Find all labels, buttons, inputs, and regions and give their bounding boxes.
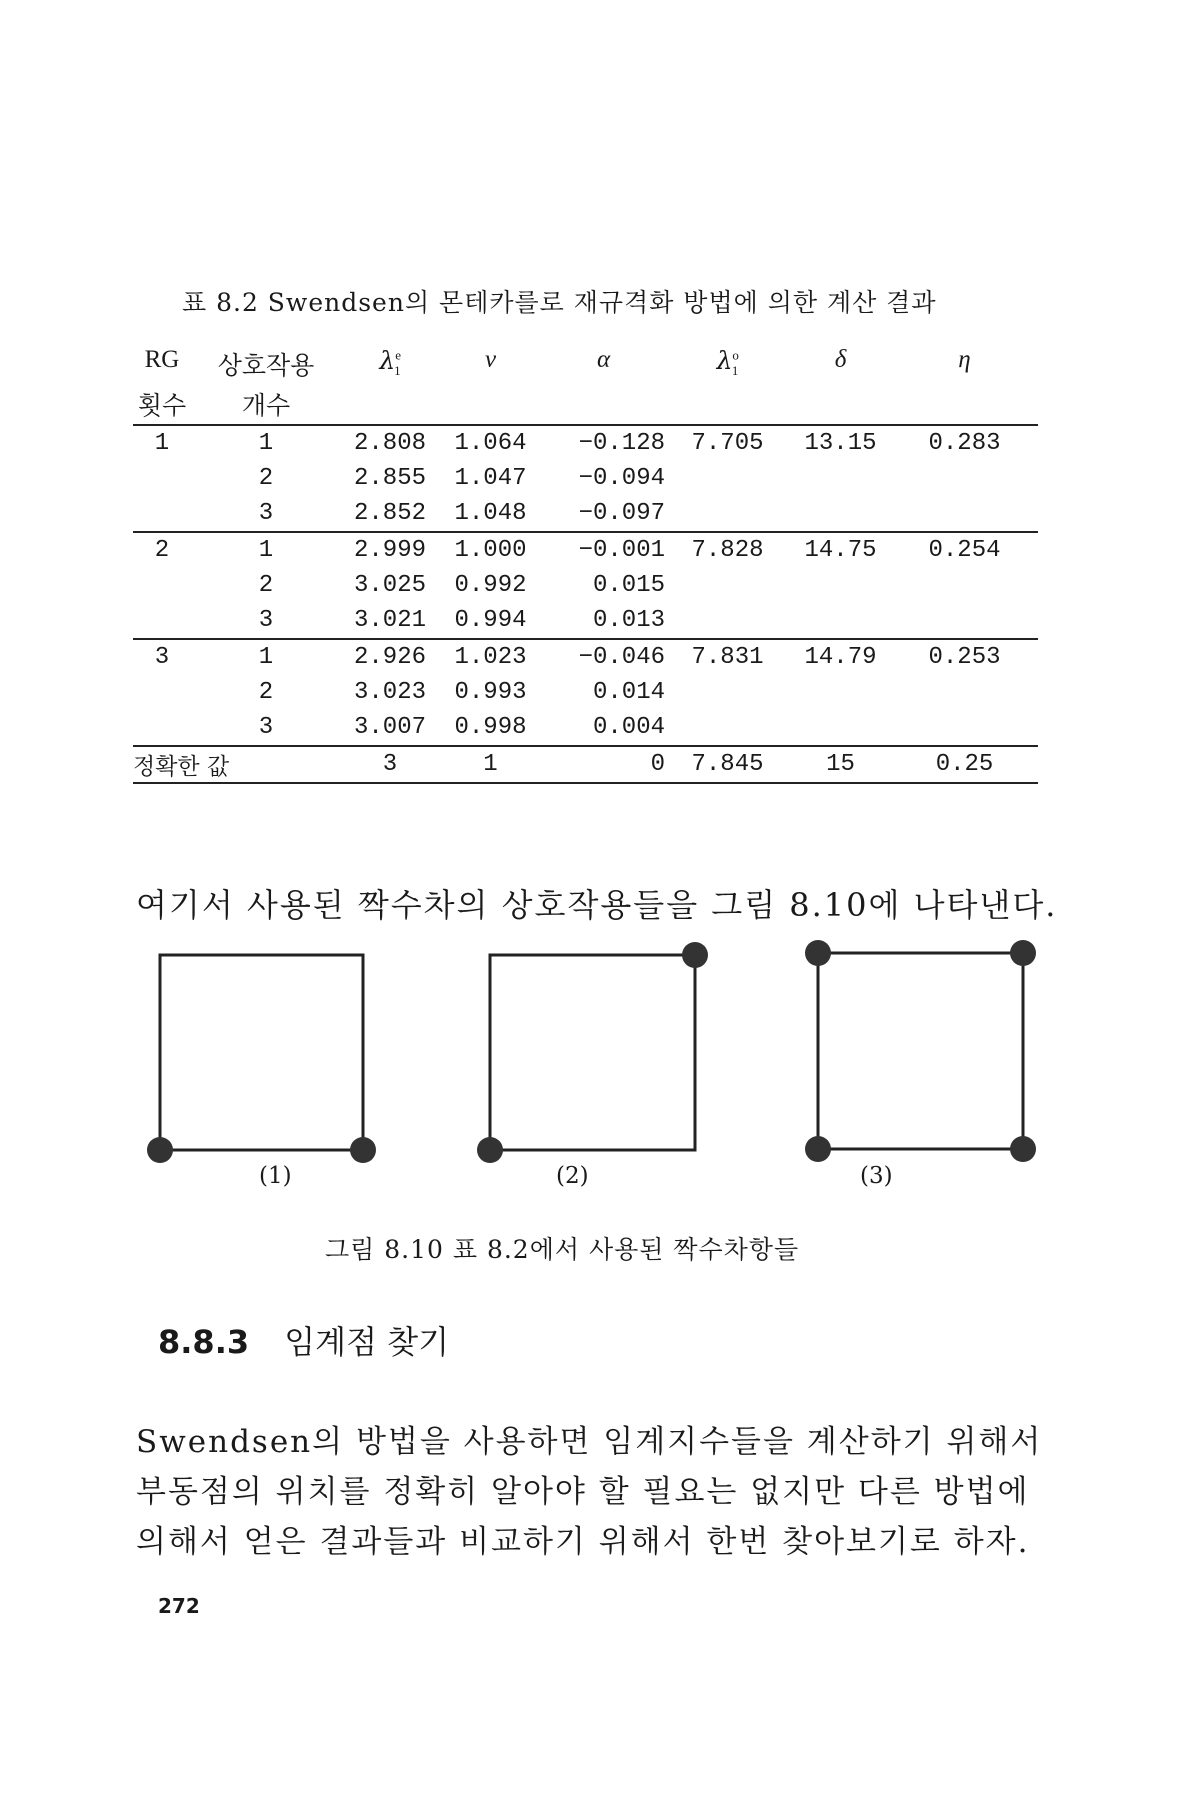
rg-cell: 3 bbox=[154, 644, 170, 671]
spin-dot bbox=[1010, 940, 1036, 966]
paragraph-line: Swendsen의 방법을 사용하면 임계지수들을 계산하기 위해서 bbox=[136, 1424, 1043, 1460]
alpha-cell: −0.097 bbox=[578, 500, 665, 527]
rg-cell: 1 bbox=[154, 430, 170, 457]
panel-label-1: (1) bbox=[259, 1163, 292, 1189]
table-row-exact bbox=[133, 746, 1038, 783]
header-rg: RG bbox=[144, 346, 180, 373]
nu-cell: 1.000 bbox=[454, 537, 527, 564]
figure-caption: 그림 8.10 표 8.2에서 사용된 짝수차항들 bbox=[325, 1235, 800, 1264]
count-cell: 2 bbox=[258, 465, 274, 492]
lambda-even-cell: 2.999 bbox=[353, 537, 426, 564]
count-cell: 1 bbox=[258, 430, 274, 457]
alpha-cell: 0.013 bbox=[592, 607, 665, 634]
lambda-even-cell: 3.007 bbox=[353, 714, 426, 741]
table-row bbox=[133, 461, 1038, 496]
panel-label-2: (2) bbox=[556, 1163, 589, 1189]
eta-cell: 0.283 bbox=[928, 430, 1001, 457]
lambda-odd-cell: 7.705 bbox=[691, 430, 764, 457]
count-cell: 3 bbox=[258, 714, 274, 741]
count-cell: 3 bbox=[258, 500, 274, 527]
table-row bbox=[133, 496, 1038, 532]
section-heading bbox=[158, 1317, 449, 1363]
count-cell: 3 bbox=[258, 607, 274, 634]
alpha-cell: −0.094 bbox=[578, 465, 665, 492]
header-lambda-even: $\lambda^e_1$ bbox=[379, 346, 402, 378]
count-cell: 1 bbox=[258, 537, 274, 564]
nu-cell: 0.994 bbox=[454, 607, 527, 634]
header-rg-line2: 횟수 bbox=[137, 393, 187, 420]
plaquette-1 bbox=[147, 955, 376, 1163]
eta-cell: 0.253 bbox=[928, 644, 1001, 671]
page-number: 272 bbox=[158, 1594, 200, 1618]
table-row bbox=[133, 710, 1038, 746]
paragraph-line: 의해서 얻은 결과들과 비교하기 위해서 한번 찾아보기로 하자. bbox=[136, 1524, 1030, 1560]
nu-cell: 1.064 bbox=[454, 430, 527, 457]
paragraph-line: 부동점의 위치를 정확히 알아야 할 필요는 없지만 다른 방법에 bbox=[136, 1474, 1030, 1510]
lambda-even-cell: 2.808 bbox=[353, 430, 426, 457]
header-alpha: α bbox=[596, 346, 611, 373]
alpha-cell: −0.046 bbox=[578, 644, 665, 671]
alpha-cell: 0 bbox=[650, 751, 665, 778]
lambda-odd-cell: 7.845 bbox=[691, 751, 764, 778]
alpha-cell: 0.015 bbox=[592, 572, 665, 599]
eta-cell: 0.25 bbox=[935, 751, 994, 778]
section-title: 임계점 찾기 bbox=[284, 1323, 449, 1361]
plaquette-3 bbox=[805, 940, 1036, 1162]
delta-cell: 15 bbox=[826, 751, 855, 778]
nu-cell: 0.993 bbox=[454, 679, 527, 706]
header-count: 상호작용 bbox=[217, 353, 315, 380]
spin-dot bbox=[147, 1137, 173, 1163]
lambda-even-cell: 2.926 bbox=[353, 644, 426, 671]
alpha-cell: −0.001 bbox=[578, 537, 665, 564]
count-cell: 2 bbox=[258, 572, 274, 599]
spin-dot bbox=[350, 1137, 376, 1163]
nu-cell: 1.023 bbox=[454, 644, 527, 671]
lambda-even-cell: 3 bbox=[382, 751, 398, 778]
lambda-odd-cell: 7.828 bbox=[691, 537, 764, 564]
panel-label-3: (3) bbox=[860, 1163, 893, 1189]
alpha-cell: 0.014 bbox=[592, 679, 665, 706]
table-row bbox=[133, 603, 1038, 639]
spin-dot bbox=[682, 942, 708, 968]
eta-cell: 0.254 bbox=[928, 537, 1001, 564]
header-nu: ν bbox=[484, 346, 497, 373]
table-row bbox=[133, 425, 1038, 461]
nu-cell: 0.992 bbox=[454, 572, 527, 599]
count-cell: 2 bbox=[258, 679, 274, 706]
spin-dot bbox=[1010, 1136, 1036, 1162]
alpha-cell: −0.128 bbox=[578, 430, 665, 457]
count-cell: 1 bbox=[258, 644, 274, 671]
rg-cell: 2 bbox=[154, 537, 170, 564]
delta-cell: 14.75 bbox=[804, 537, 877, 564]
nu-cell: 1.047 bbox=[454, 465, 527, 492]
alpha-cell: 0.004 bbox=[592, 714, 665, 741]
nu-cell: 0.998 bbox=[454, 714, 527, 741]
lambda-even-cell: 2.852 bbox=[353, 500, 426, 527]
results-table bbox=[133, 346, 1038, 784]
body-paragraph bbox=[136, 1417, 1042, 1567]
table-row bbox=[133, 568, 1038, 603]
header-count-line2: 개수 bbox=[241, 393, 291, 420]
table-row bbox=[133, 675, 1038, 710]
section-number: 8.8.3 bbox=[158, 1323, 250, 1361]
spin-dot bbox=[477, 1137, 503, 1163]
delta-cell: 14.79 bbox=[804, 644, 877, 671]
nu-cell: 1 bbox=[483, 751, 498, 778]
intro-sentence: 여기서 사용된 짝수차의 상호작용들을 그림 8.10에 나타낸다. bbox=[136, 886, 1058, 924]
lambda-even-cell: 2.855 bbox=[353, 465, 426, 492]
delta-cell: 13.15 bbox=[804, 430, 877, 457]
exact-label: 정확한 값 bbox=[133, 754, 230, 780]
lambda-even-cell: 3.021 bbox=[353, 607, 426, 634]
header-eta: η bbox=[958, 346, 971, 373]
nu-cell: 1.048 bbox=[454, 500, 527, 527]
spin-dot bbox=[805, 940, 831, 966]
table-caption: 표 8.2 Swendsen의 몬테카를로 재규격화 방법에 의한 계산 결과 bbox=[182, 288, 937, 317]
table-row bbox=[133, 532, 1038, 568]
lambda-even-cell: 3.023 bbox=[353, 679, 426, 706]
figure-plaquettes bbox=[130, 935, 1060, 1195]
plaquette-2 bbox=[477, 942, 708, 1163]
lambda-odd-cell: 7.831 bbox=[691, 644, 764, 671]
spin-dot bbox=[805, 1136, 831, 1162]
header-delta: δ bbox=[834, 346, 847, 373]
header-lambda-odd: $\lambda^o_1$ bbox=[716, 346, 739, 378]
table-row bbox=[133, 639, 1038, 675]
lambda-even-cell: 3.025 bbox=[353, 572, 426, 599]
